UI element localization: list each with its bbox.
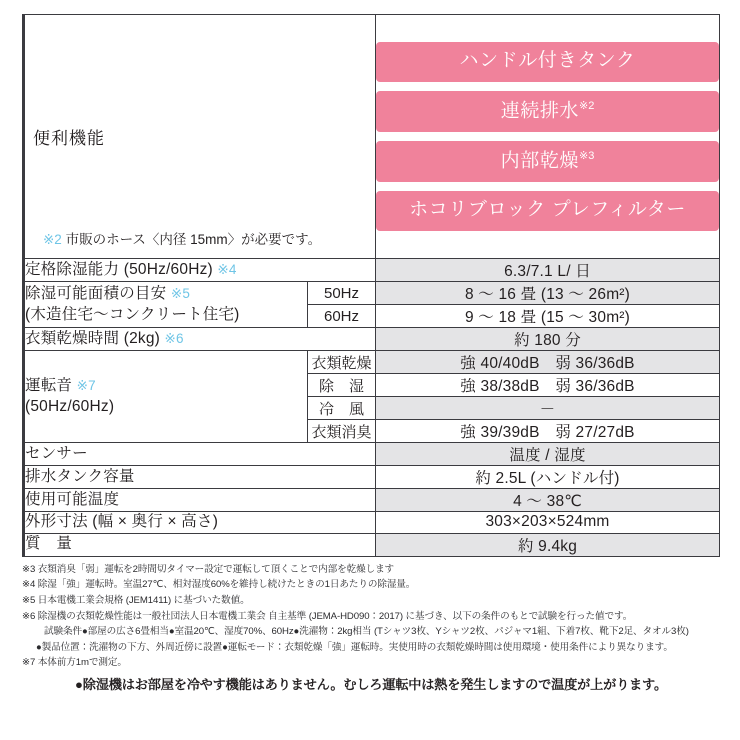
row-label-capacity bbox=[24, 259, 376, 282]
feature-pill-internal-dry bbox=[376, 141, 719, 182]
footnote-marker-5: ※5 bbox=[170, 285, 191, 301]
row-label-drying-time bbox=[24, 328, 376, 351]
footnote-line-6: ※6 除湿機の衣類乾燥性能は一般社団法人日本電機工業会 自主基準 (JEMA-HD090：2017) に基づき、以下の条件のもとで試験を行った値です。 bbox=[22, 610, 633, 622]
row-value-capacity: 6.3/7.1 L/ 日 bbox=[376, 259, 720, 282]
row-value-sensor: 温度 / 湿度 bbox=[376, 443, 720, 466]
row-sublabel-50hz: 50Hz bbox=[308, 282, 376, 305]
row-label-tank-capacity: 排水タンク容量 bbox=[24, 466, 376, 489]
table-row-capacity bbox=[24, 259, 720, 282]
footnotes-block bbox=[22, 562, 720, 695]
feature-pill-label: ホコリブロック プレフィルター bbox=[409, 199, 686, 221]
warning-notice: ●除湿機はお部屋を冷やす機能はありません。むしろ運転中は熱を発生しますので温度が上がります。 bbox=[75, 676, 667, 692]
footnote-marker-2: ※2 bbox=[579, 99, 595, 112]
feature-pill-list bbox=[376, 42, 719, 231]
table-row-drying-time bbox=[24, 328, 720, 351]
row-value-drying-time: 約 180 分 bbox=[376, 328, 720, 351]
feature-pill-label: ハンドル付きタンク bbox=[459, 49, 636, 71]
feature-pill-label: 内部乾燥 bbox=[500, 150, 580, 172]
row-sublabel-dehumidify: 除 湿 bbox=[308, 374, 376, 397]
feature-pill-continuous-drain bbox=[376, 91, 719, 132]
row-sublabel-deodorize: 衣類消臭 bbox=[308, 420, 376, 443]
feature-footnote bbox=[43, 228, 321, 248]
table-row-weight bbox=[24, 533, 720, 556]
footnote-marker-4: ※4 bbox=[217, 261, 237, 277]
feature-pill-prefilter bbox=[376, 191, 719, 231]
row-value-sound-clothes-dry: 強 40/40dB 弱 36/36dB bbox=[376, 351, 720, 374]
row-label-sensor: センサー bbox=[24, 443, 376, 466]
footnote-line-7: ※7 本体前方1mで測定。 bbox=[22, 657, 127, 669]
row-label-area bbox=[24, 282, 308, 328]
footnote-marker-3: ※3 bbox=[579, 150, 595, 162]
row-value-tank-capacity: 約 2.5L (ハンドル付) bbox=[376, 466, 720, 489]
footnote-line-4: ※4 除湿「強」運転時。室温27℃、相対湿度60%を維持し続けたときの1日あたりの除湿量。 bbox=[22, 579, 416, 591]
footnote-marker-6: ※6 bbox=[164, 330, 184, 346]
table-row-sound-clothes-dry bbox=[24, 351, 720, 374]
row-value-operating-temp: 4 ～ 38℃ bbox=[376, 489, 720, 512]
row-value-sound-deodorize: 強 39/39dB 弱 27/27dB bbox=[376, 420, 720, 443]
table-row-sensor bbox=[24, 443, 720, 466]
feature-pill-label: 連続排水 bbox=[500, 100, 580, 122]
footnote-line-test-conditions: 試験条件●部屋の広さ6畳相当●室温20℃、湿度70%、60Hz●洗濯物：2kg相当 (Tシャツ3枚、Yシャツ2枚、パジャマ1組、下着7枚、靴下2足、タオル3枚) bbox=[44, 626, 689, 638]
feature-row bbox=[24, 15, 720, 259]
table-row-operating-temp bbox=[24, 489, 720, 512]
row-label-dimensions: 外形寸法 (幅 × 奥行 × 高さ) bbox=[24, 512, 376, 534]
footnote-line-3: ※3 衣類消臭「弱」運転を2時間切タイマー設定で運転して頂くことで内部を乾燥します bbox=[22, 563, 395, 575]
row-value-area-60hz: 9 ～ 18 畳 (15 ～ 30m²) bbox=[376, 305, 720, 328]
footnote-marker-7: ※7 bbox=[76, 377, 96, 393]
table-row-tank-capacity bbox=[24, 466, 720, 489]
row-value-sound-dehumidify: 強 38/38dB 弱 36/36dB bbox=[376, 374, 720, 397]
footnote-line-product-position: ●製品位置：洗濯物の下方、外周近傍に設置●運転モード：衣類乾燥「強」運転時。実使用時の衣類乾燥時間は使用環境・使用条件により異なります。 bbox=[36, 641, 673, 653]
row-sublabel-clothes-dry: 衣類乾燥 bbox=[308, 351, 376, 374]
table-row-area-50hz bbox=[24, 282, 720, 305]
feature-label-cell bbox=[24, 15, 376, 259]
footnote-line-5: ※5 日本電機工業会規格 (JEM1411) に基づいた数値。 bbox=[22, 594, 250, 606]
label-text: 定格除湿能力 (50Hz/60Hz) bbox=[25, 260, 213, 278]
row-value-dimensions: 303×203×524mm bbox=[376, 512, 720, 534]
row-label-operating-temp: 使用可能温度 bbox=[24, 489, 376, 512]
footnote-text-2: 市販のホース〈内径 15mm〉が必要です。 bbox=[61, 232, 322, 247]
specification-table bbox=[22, 14, 720, 557]
table-row-dimensions bbox=[24, 512, 720, 534]
footnote-marker-2: ※2 bbox=[43, 232, 62, 247]
label-text: 運転音 bbox=[25, 376, 73, 394]
row-value-weight: 約 9.4kg bbox=[376, 533, 720, 556]
label-text: 除湿可能面積の目安 bbox=[25, 284, 167, 302]
row-value-sound-cool-air: － bbox=[376, 397, 720, 420]
row-label-weight: 質 量 bbox=[24, 533, 376, 556]
feature-title: 便利機能 bbox=[33, 129, 105, 148]
feature-pill-tank bbox=[376, 42, 719, 82]
label-text: 衣類乾燥時間 (2kg) bbox=[25, 329, 161, 347]
row-sublabel-60hz: 60Hz bbox=[308, 305, 376, 328]
label-text-secondary: (木造住宅～コンクリート住宅) bbox=[25, 305, 240, 323]
row-value-area-50hz: 8 ～ 16 畳 (13 ～ 26m²) bbox=[376, 282, 720, 305]
label-text-secondary: (50Hz/60Hz) bbox=[25, 397, 115, 415]
row-label-sound bbox=[24, 351, 308, 443]
feature-pill-cell bbox=[376, 15, 720, 259]
row-sublabel-cool-air: 冷 風 bbox=[308, 397, 376, 420]
